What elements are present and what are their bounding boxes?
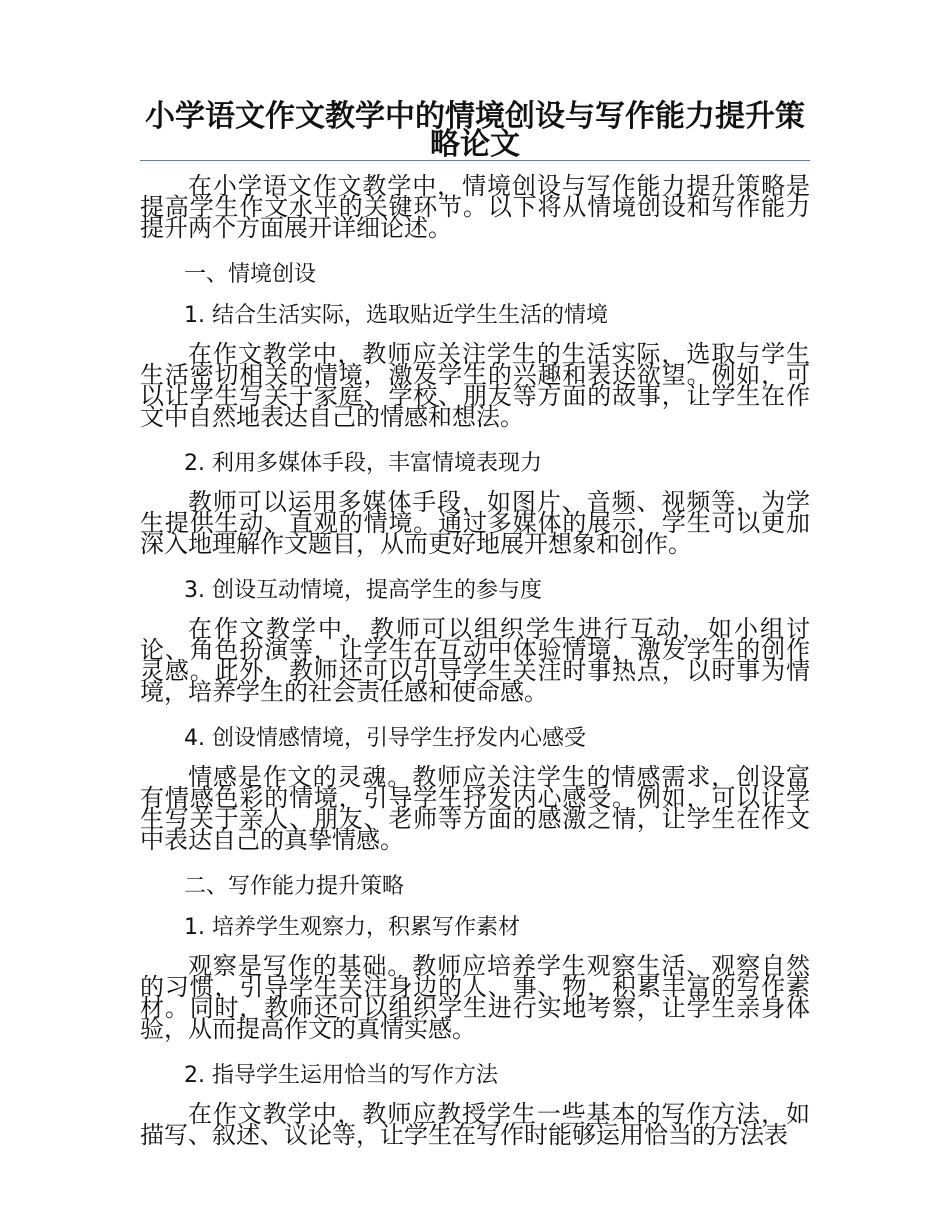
section-heading-1: 一、情境创设 [184, 262, 317, 287]
paragraph-2-1: 观察是写作的基础。教师应培养学生观察生活、观察自然的习惯，引导学生关注身边的人、事、物，积累丰富的写作素材。同时，教师还可以组织学生进行实地考察，让学生亲身体验，从而提高作文的真情实感。 [140, 952, 810, 1043]
subheading-1-1: 1. 结合生活实际，选取贴近学生生活的情境 [184, 303, 608, 328]
subheading-1-2: 2. 利用多媒体手段，丰富情境表现力 [184, 451, 542, 476]
paragraph-1-2: 教师可以运用多媒体手段，如图片、音频、视频等，为学生提供生动、直观的情境。通过多媒体的展示，学生可以更加深入地理解作文题目，从而更好地展开想象和创作。 [140, 488, 810, 558]
document-body [140, 172, 810, 1169]
title-underline [140, 160, 810, 161]
subheading-1-4: 4. 创设情感情境，引导学生抒发内心感受 [184, 726, 586, 751]
subheading-2-1: 1. 培养学生观察力，积累写作素材 [184, 915, 520, 940]
paragraph-2-2: 在作文教学中，教师应教授学生一些基本的写作方法，如描写、叙述、议论等，让学生在写作时能够运用恰当的方法表 [140, 1100, 810, 1149]
subheading-1-3: 3. 创设互动情境，提高学生的参与度 [184, 578, 542, 603]
subheading-2-2: 2. 指导学生运用恰当的写作方法 [184, 1063, 498, 1088]
paragraph-intro: 在小学语文作文教学中，情境创设与写作能力提升策略是提高学生作文水平的关键环节。以下将从情境创设和写作能力提升两个方面展开详细论述。 [140, 172, 810, 242]
paragraph-1-3: 在作文教学中，教师可以组织学生进行互动，如小组讨论、角色扮演等，让学生在互动中体验情境，激发学生的创作灵感。此外，教师还可以引导学生关注时事热点，以时事为情境，培养学生的社会责任感和使命感。 [140, 615, 810, 706]
paragraph-1-4: 情感是作文的灵魂。教师应关注学生的情感需求，创设富有情感色彩的情境，引导学生抒发内心感受。例如，可以让学生写关于亲人、朋友、老师等方面的感激之情，让学生在作文中表达自己的真挚情感。 [140, 763, 810, 854]
document-title: 小学语文作文教学中的情境创设与写作能力提升策略论文 [145, 99, 805, 162]
section-heading-2: 二、写作能力提升策略 [184, 874, 405, 899]
paragraph-1-1: 在作文教学中，教师应关注学生的生活实际，选取与学生生活密切相关的情境，激发学生的兴趣和表达欲望。例如，可以让学生写关于家庭、学校、朋友等方面的故事，让学生在作文中自然地表达自己的情感和想法。 [140, 340, 810, 431]
